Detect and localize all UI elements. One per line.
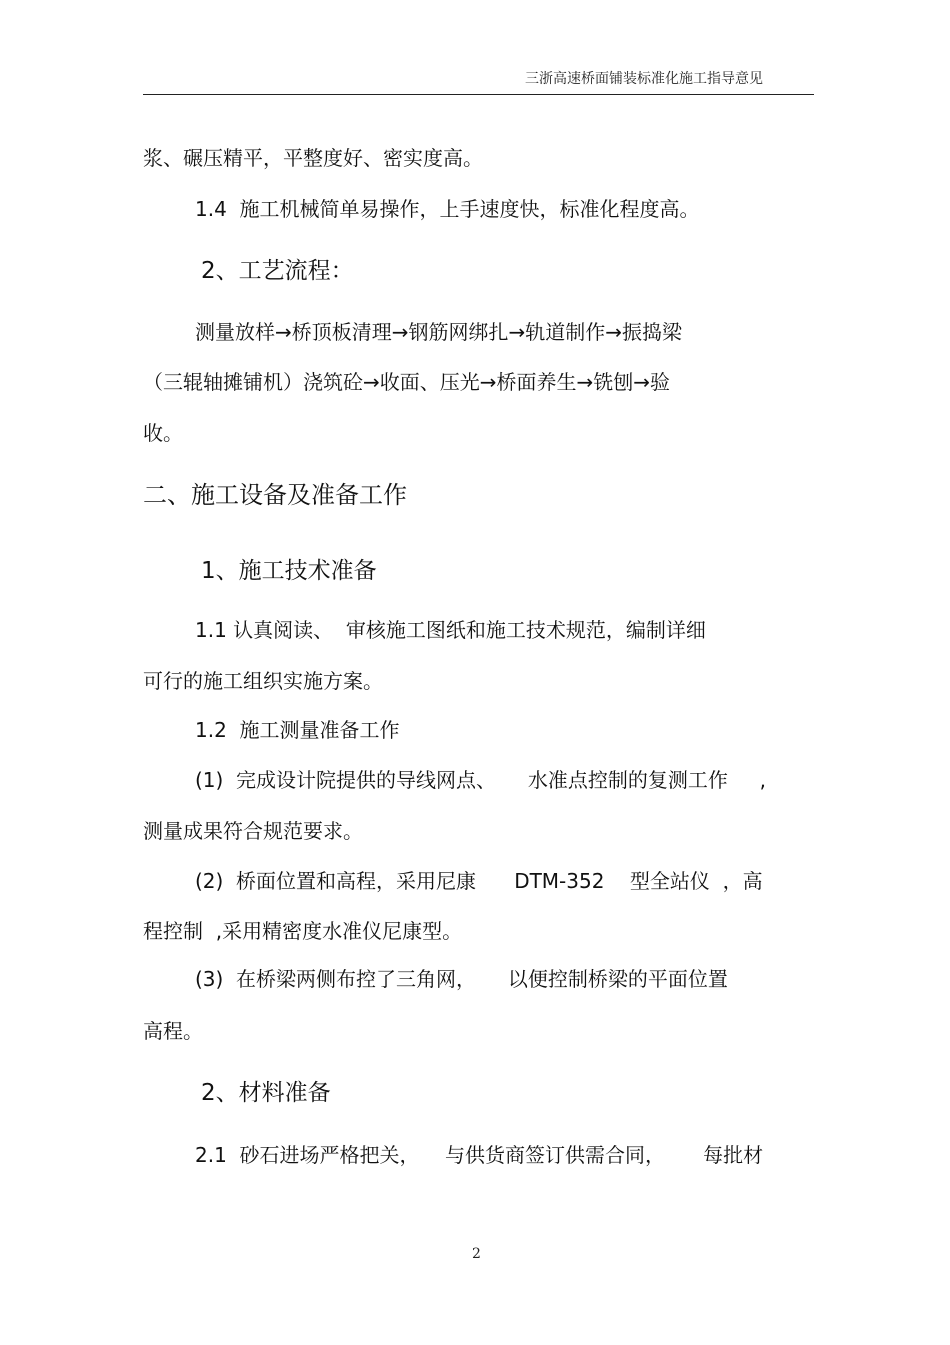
section-heading: 2、材料准备: [201, 1080, 331, 1106]
chapter-heading: 二、施工设备及准备工作: [143, 481, 407, 509]
section-heading: 1、施工技术准备: [201, 558, 377, 584]
body-line: (2) 桥面位置和高程，采用尼康 DTM-352 型全站仪 ，高: [195, 869, 763, 893]
body-line: 浆、碾压精平，平整度好、密实度高。: [143, 146, 483, 170]
body-line: (1) 完成设计院提供的导线网点、 水准点控制的复测工作 ,: [195, 768, 766, 792]
body-line: （三辊轴摊铺机）浇筑砼→收面、压光→桥面养生→铣刨→验: [143, 370, 671, 394]
body-line: 程控制 ,采用精密度水准仪尼康型。: [143, 919, 463, 943]
body-line: 1.1 认真阅读、 审核施工图纸和施工技术规范，编制详细: [195, 618, 706, 642]
body-line: 收。: [143, 421, 183, 445]
page-number: 2: [472, 1246, 481, 1262]
body-line: 1.4 施工机械简单易操作，上手速度快，标准化程度高。: [195, 197, 700, 221]
body-line: 可行的施工组织实施方案。: [143, 669, 383, 693]
body-line: (3) 在桥梁两侧布控了三角网， 以便控制桥梁的平面位置: [195, 967, 728, 991]
body-line: 2.1 砂石进场严格把关， 与供货商签订供需合同， 每批材: [195, 1143, 764, 1167]
header-divider: [143, 94, 814, 95]
body-line: 高程。: [143, 1019, 203, 1043]
body-line: 测量放样→桥顶板清理→钢筋网绑扎→轨道制作→振捣梁: [195, 320, 683, 344]
body-line: 1.2 施工测量准备工作: [195, 718, 400, 742]
body-line: 测量成果符合规范要求。: [143, 819, 363, 843]
running-header: 三浙高速桥面铺装标准化施工指导意见: [525, 71, 763, 87]
section-heading: 2、工艺流程：: [201, 258, 354, 284]
